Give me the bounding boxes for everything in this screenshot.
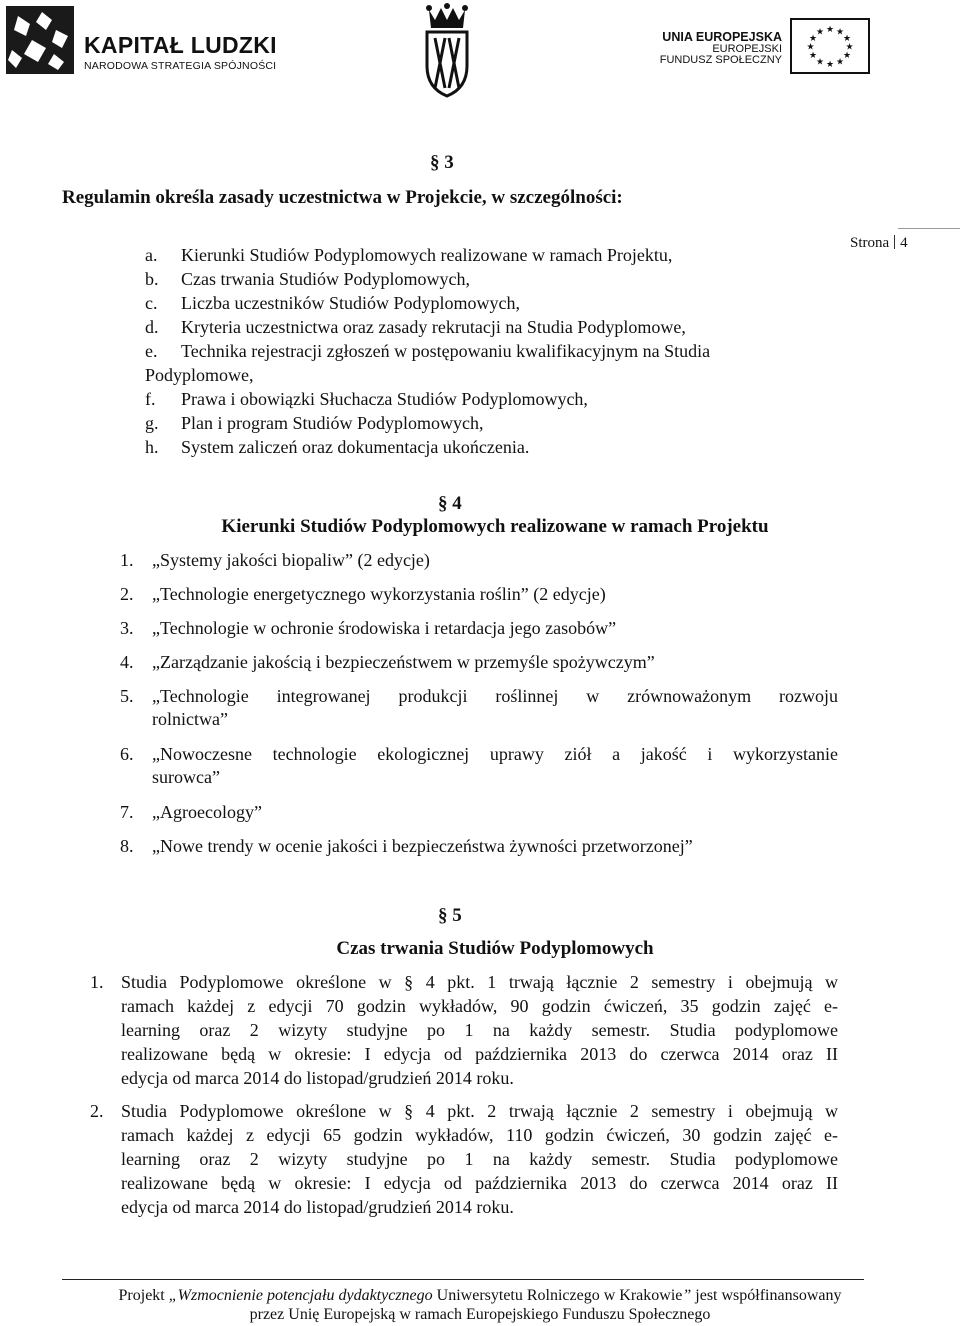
eu-logo-line3: FUNDUSZ SPOŁECZNY [659, 54, 782, 66]
list-item-continuation: rolnictwa” [152, 709, 228, 729]
section3-symbol: § [430, 152, 440, 173]
list-item: b. Czas trwania Studiów Podyplomowych, [145, 269, 470, 289]
section4-number: 4 [452, 493, 462, 514]
kapital-ludzki-subtitle: NARODOWA STRATEGIA SPÓJNOŚCI [84, 60, 277, 72]
section5-heading [438, 905, 462, 927]
section3-heading [430, 152, 454, 174]
footer-project-title: „Wzmocnienie potencjału dydaktycznego [168, 1287, 433, 1304]
page-number: 4 [900, 235, 908, 251]
list-item: c. Liczba uczestników Studiów Podyplomowych, [145, 293, 520, 313]
list-item-continuation: surowca” [152, 767, 220, 787]
list-item: g. Plan i program Studiów Podyplomowych, [145, 413, 484, 433]
svg-text:★: ★ [825, 25, 835, 35]
kapital-ludzki-logo-icon [6, 6, 74, 74]
svg-text:★: ★ [835, 57, 845, 68]
page-marker [850, 235, 908, 252]
list-item: 7. „Agroecology” [120, 802, 262, 822]
section3-intro: Regulamin określa zasady uczestnictwa w Projekcie, w szczególności: [62, 187, 623, 208]
eu-logo-line1: UNIA EUROPEJSKA [662, 30, 782, 44]
svg-text:★: ★ [808, 51, 818, 61]
university-crest-icon [419, 2, 475, 98]
svg-text:★: ★ [825, 60, 835, 70]
paragraph-line: Studia Podyplomowe określone w § 4 pkt. 1 trwają łącznie 2 semestry i obejmują w [121, 972, 838, 992]
section5-symbol: § [438, 905, 448, 926]
page-marker-rule [898, 228, 960, 229]
svg-text:★: ★ [808, 34, 818, 44]
paragraph-line: ramach każdej z edycji 70 godzin wykładów, 90 godzin ćwiczeń, 35 godzin zajęć e- [121, 996, 838, 1016]
page-marker-separator [894, 235, 895, 249]
eu-logo-line2: EUROPEJSKI [712, 43, 782, 55]
section5-number: 5 [452, 905, 462, 926]
list-item: 4. „Zarządzanie jakością i bezpieczeństwem w przemyśle spożywczym” [120, 652, 655, 672]
section4-symbol: § [438, 493, 448, 514]
footer-line-2: przez Unię Europejską w ramach Europejskiego Funduszu Społecznego [249, 1306, 711, 1323]
paragraph-line: learning oraz 2 wizyty studyjne po 1 na każdy semestr. Studia podyplomowe [121, 1149, 838, 1169]
list-item-number: 5. [120, 686, 134, 706]
paragraph-line: Studia Podyplomowe określone w § 4 pkt. 2 trwają łącznie 2 semestry i obejmują w [121, 1101, 838, 1121]
list-item-continuation: Podyplomowe, [145, 365, 254, 385]
section4-title: Kierunki Studiów Podyplomowych realizowane w ramach Projektu [221, 516, 769, 537]
list-item: 8. „Nowe trendy w ocenie jakości i bezpieczeństwa żywności przetworzonej” [120, 836, 693, 856]
list-item: 2. „Technologie energetycznego wykorzystania roślin” (2 edycje) [120, 584, 606, 604]
paragraph-number: 2. [90, 1101, 104, 1121]
paragraph-line: realizowane będą w okresie: I edycja od października 2013 do czerwca 2014 oraz II [121, 1044, 838, 1064]
svg-text:★: ★ [845, 42, 854, 53]
list-item: e. Technika rejestracji zgłoszeń w postępowaniu kwalifikacyjnym na Studia [145, 341, 711, 361]
paragraph-line: ramach każdej z edycji 65 godzin wykładów, 110 godzin ćwiczeń, 30 godzin zajęć e- [121, 1125, 838, 1145]
list-item: „Nowoczesne technologie ekologicznej uprawy ziół a jakość i wykorzystanie [152, 744, 838, 764]
paragraph-line: realizowane będą w okresie: I edycja od października 2013 do czerwca 2014 oraz II [121, 1173, 838, 1193]
list-item: „Technologie integrowanej produkcji roślinnej w zrównoważonym rozwoju [152, 686, 838, 706]
svg-text:★: ★ [815, 27, 825, 38]
section4-heading [438, 493, 462, 515]
paragraph-line: edycja od marca 2014 do listopad/grudzień 2014 roku. [121, 1197, 514, 1217]
list-item: h. System zaliczeń oraz dokumentacja ukończenia. [145, 437, 530, 457]
footer-line-1: Projekt „Wzmocnienie potencjału dydaktycznego Uniwersytetu Rolniczego w Krakowie” jest współfinansowany [118, 1287, 842, 1304]
list-item: 3. „Technologie w ochronie środowiska i retardacja jego zasobów” [120, 618, 617, 638]
page-marker-label: Strona [850, 235, 890, 251]
list-item: 1. „Systemy jakości biopaliw” (2 edycje) [120, 550, 430, 570]
svg-text:★: ★ [835, 27, 845, 38]
list-item: d. Kryteria uczestnictwa oraz zasady rekrutacji na Studia Podyplomowe, [145, 317, 686, 337]
footer-rule [62, 1279, 864, 1280]
svg-text:★: ★ [842, 34, 852, 44]
svg-text:★: ★ [806, 42, 815, 53]
svg-text:★: ★ [842, 51, 852, 61]
list-item: a. Kierunki Studiów Podyplomowych realizowane w ramach Projektu, [145, 245, 673, 265]
kapital-ludzki-title: KAPITAŁ LUDZKI [84, 32, 277, 58]
eu-flag-icon [790, 18, 870, 74]
paragraph-number: 1. [90, 972, 104, 992]
section5-title: Czas trwania Studiów Podyplomowych [336, 938, 654, 959]
paragraph-line: edycja od marca 2014 do listopad/grudzień 2014 roku. [121, 1068, 514, 1088]
list-item: f. Prawa i obowiązki Słuchacza Studiów Podyplomowych, [145, 389, 588, 409]
list-item-number: 6. [120, 744, 134, 764]
section3-number: 3 [444, 152, 454, 173]
svg-text:★: ★ [815, 57, 825, 68]
paragraph-line: learning oraz 2 wizyty studyjne po 1 na każdy semestr. Studia podyplomowe [121, 1020, 838, 1040]
